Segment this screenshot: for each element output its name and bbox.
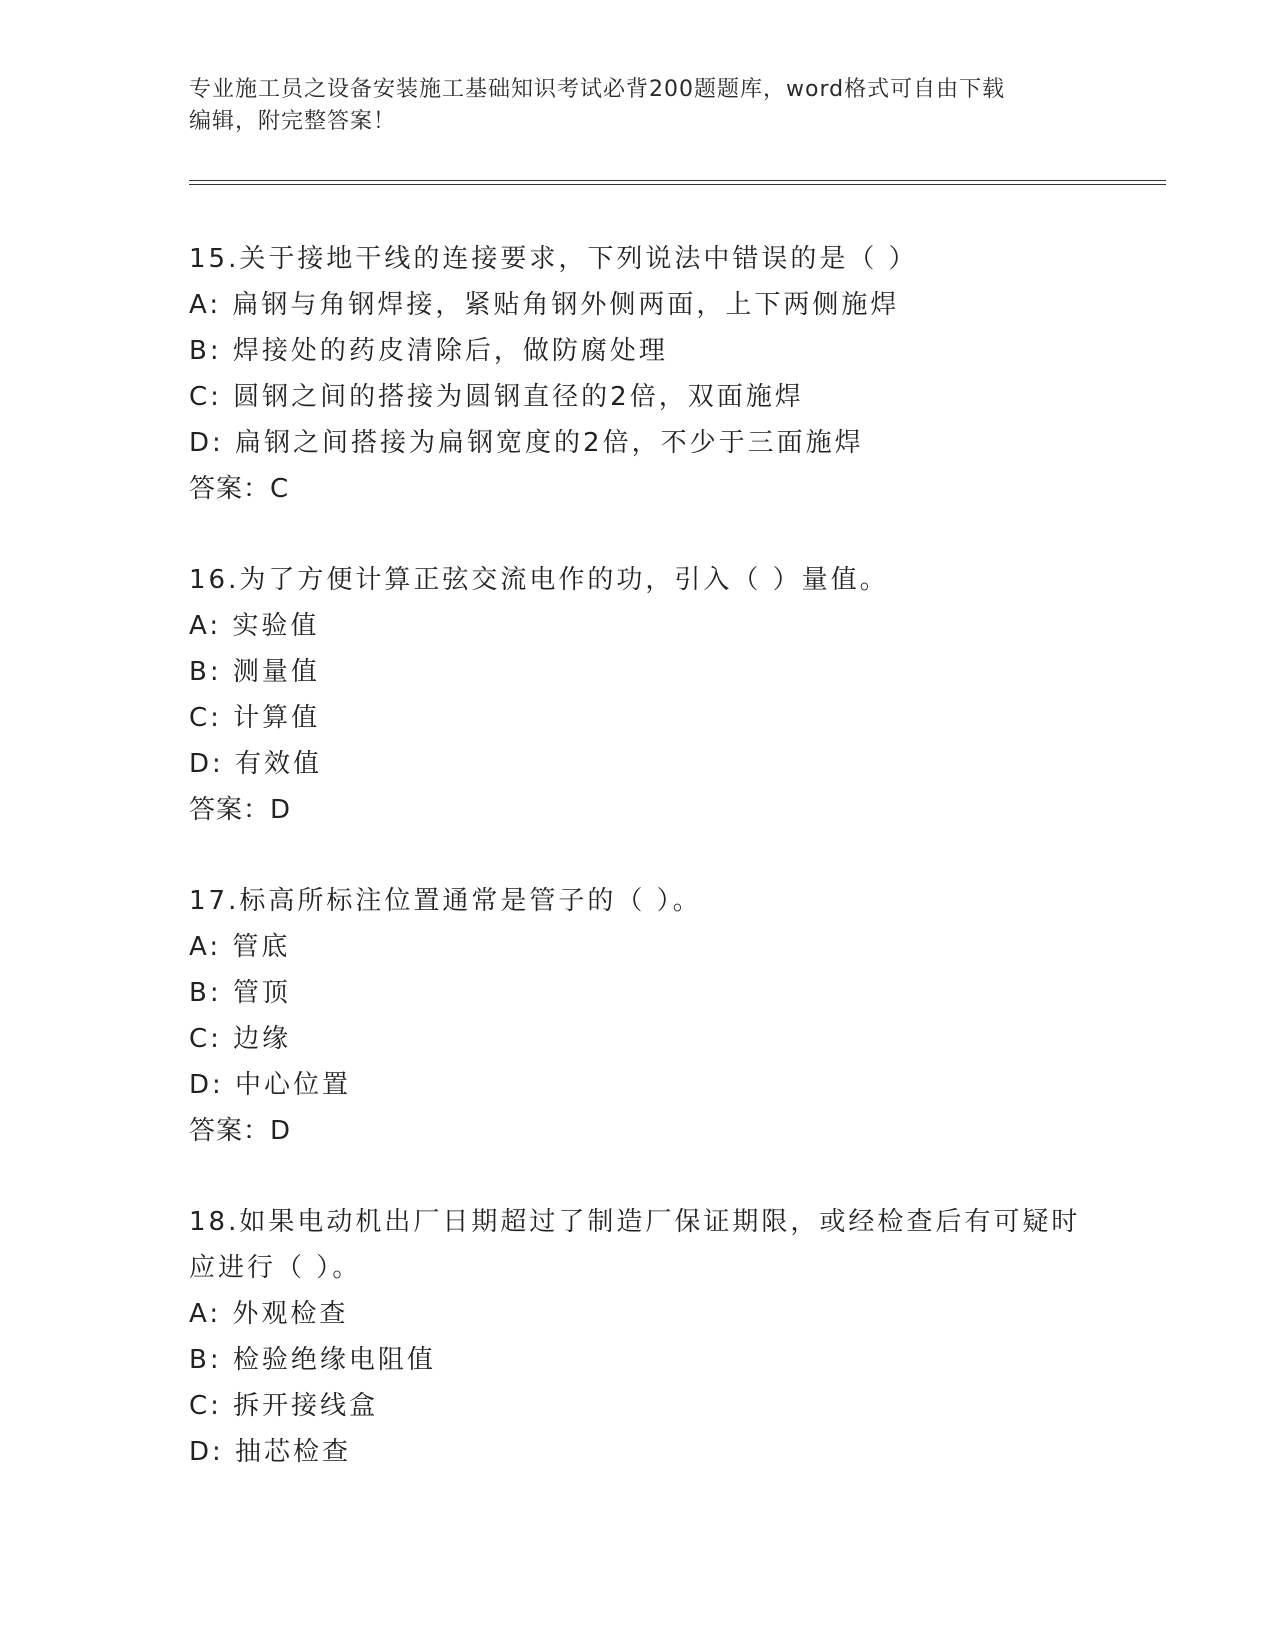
option-a: A: 外观检查: [189, 1299, 349, 1329]
option-b: B: 测量值: [189, 657, 320, 687]
option-b: B: 管顶: [189, 978, 291, 1008]
question-stem-line-1: 18.如果电动机出厂日期超过了制造厂保证期限，或经检查后有可疑时: [189, 1207, 1081, 1237]
question-15: [189, 236, 1089, 512]
answer-label: 答案：D: [189, 1116, 292, 1146]
option-d: D: 扁钢之间搭接为扁钢宽度的2倍，不少于三面施焊: [189, 428, 864, 458]
header-title-line-1: 专业施工员之设备安装施工基础知识考试必背200题题库，word格式可自由下载: [189, 77, 1006, 102]
answer-label: 答案：C: [189, 474, 290, 504]
option-d: D: 中心位置: [189, 1070, 352, 1100]
option-c: C: 计算值: [189, 703, 321, 733]
question-stem: 15.关于接地干线的连接要求，下列说法中错误的是（ ）: [189, 244, 918, 274]
header-divider-top: [189, 180, 1166, 181]
option-a: A: 实验值: [189, 611, 320, 641]
question-16: [189, 557, 1089, 833]
option-a: A: 扁钢与角钢焊接，紧贴角钢外侧两面，上下两侧施焊: [189, 290, 900, 320]
option-b: B: 检验绝缘电阻值: [189, 1345, 436, 1375]
option-c: C: 圆钢之间的搭接为圆钢直径的2倍，双面施焊: [189, 382, 804, 412]
question-stem: 16.为了方便计算正弦交流电作的功，引入（ ）量值。: [189, 565, 889, 595]
document-header: [189, 74, 1089, 138]
option-d: D: 抽芯检查: [189, 1437, 352, 1467]
header-title-line-2: 编辑，附完整答案！: [189, 109, 397, 134]
question-list: [189, 236, 1089, 1520]
question-17: [189, 878, 1089, 1154]
header-divider-bottom: [189, 184, 1166, 185]
question-18: [189, 1199, 1089, 1475]
option-b: B: 焊接处的药皮清除后，做防腐处理: [189, 336, 668, 366]
option-c: C: 边缘: [189, 1024, 292, 1054]
option-c: C: 拆开接线盒: [189, 1391, 379, 1421]
option-d: D: 有效值: [189, 749, 323, 779]
question-stem-line-2: 应进行（ ）。: [189, 1253, 362, 1283]
option-a: A: 管底: [189, 932, 291, 962]
answer-label: 答案：D: [189, 795, 292, 825]
question-stem: 17.标高所标注位置通常是管子的（ ）。: [189, 886, 702, 916]
